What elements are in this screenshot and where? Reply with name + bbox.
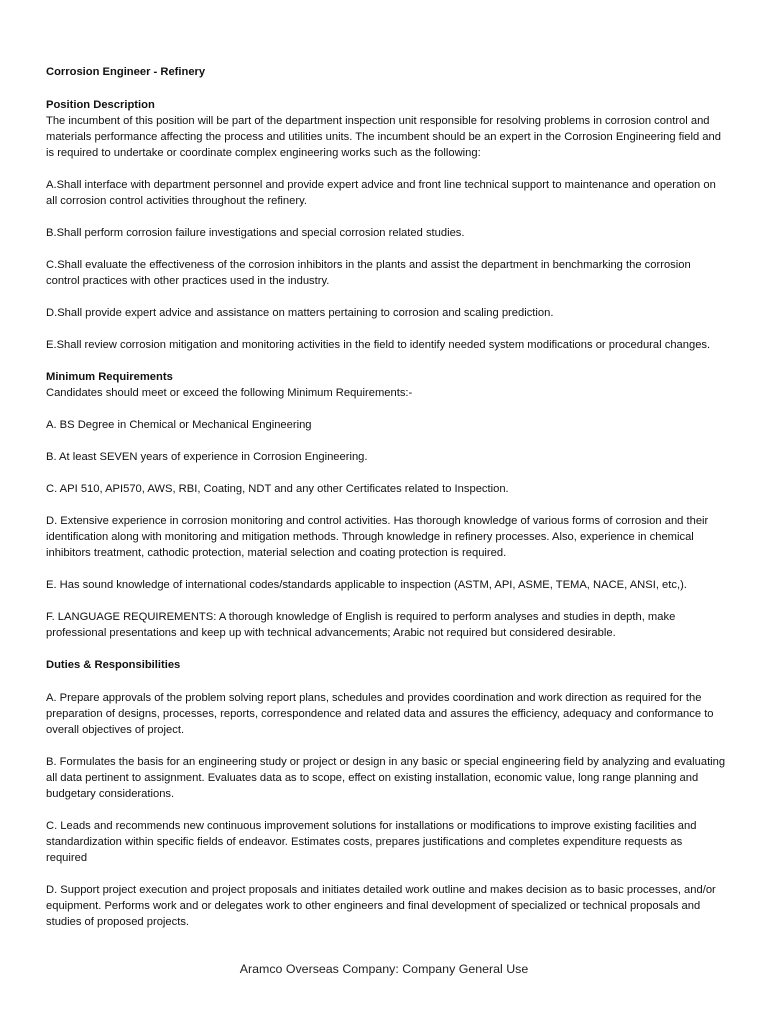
requirement-item-c: C. API 510, API570, AWS, RBI, Coating, NDT and any other Certificates related to Inspection.: [46, 483, 509, 495]
duty-item-b: B. Formulates the basis for an engineering study or project or design in any basic or special engineering field by analyzing and evaluating all data pertinent to assignment. Evaluates data as to scope, effect on existing installation, economic value, long range planning and budgetary considerations.: [46, 756, 726, 800]
position-item-c: C.Shall evaluate the effectiveness of the corrosion inhibitors in the plants and assist the department in benchmarking the corrosion control practices with other practices used in the industry.: [46, 259, 691, 287]
requirement-item-d: D. Extensive experience in corrosion monitoring and control activities. Has thorough knowledge of various forms of corrosion and their identification along with monitoring and mitigation methods. Through knowledge in refinery processes. Also, experience in chemical inhibitors treatment, cathodic protection, material selection and coating protection is required.: [46, 515, 709, 559]
position-description-intro: The incumbent of this position will be part of the department inspection unit responsible for resolving problems in corrosion control and materials performance affecting the process and utilities units. The incumbent should be an expert in the Corrosion Engineering field and is required to undertake or coordinate complex engineering works such as the following:: [46, 115, 721, 159]
position-item-d: D.Shall provide expert advice and assistance on matters pertaining to corrosion and scaling prediction.: [46, 307, 554, 319]
position-item-b: B.Shall perform corrosion failure investigations and special corrosion related studies.: [46, 227, 465, 239]
minimum-requirements-heading: Minimum Requirements: [46, 371, 173, 383]
page-footer: Aramco Overseas Company: Company General Use: [239, 962, 529, 976]
minimum-requirements-intro: Candidates should meet or exceed the following Minimum Requirements:-: [46, 387, 413, 399]
position-item-a: A.Shall interface with department personnel and provide expert advice and front line technical support to maintenance and operation on all corrosion control activities throughout the refinery.: [46, 179, 716, 207]
duty-item-c: C. Leads and recommends new continuous improvement solutions for installations or modifications to improve existing facilities and standardization within specific fields of endeavor. Estimates costs, prepares justifications and completes expenditure requests as required: [46, 820, 697, 864]
requirement-item-b: B. At least SEVEN years of experience in Corrosion Engineering.: [46, 451, 368, 463]
document-title: Corrosion Engineer - Refinery: [46, 66, 206, 78]
document-body: [46, 64, 726, 946]
position-item-e: E.Shall review corrosion mitigation and monitoring activities in the field to identify needed system modifications or procedural changes.: [46, 339, 711, 351]
requirement-item-e: E. Has sound knowledge of international codes/standards applicable to inspection (ASTM, API, ASME, TEMA, NACE, ANSI, etc,).: [46, 579, 687, 591]
position-description-heading: Position Description: [46, 99, 155, 111]
requirement-item-a: A. BS Degree in Chemical or Mechanical Engineering: [46, 419, 312, 431]
requirement-item-f: F. LANGUAGE REQUIREMENTS: A thorough knowledge of English is required to perform analyses and studies in depth, make professional presentations and keep up with technical advancements; Arabic not required but considered desirable.: [46, 611, 676, 639]
duty-item-d: D. Support project execution and project proposals and initiates detailed work outline and makes decision as to basic processes, and/or equipment. Performs work and or delegates work to other engineers and final development of specialized or technical proposals and studies of proposed projects.: [46, 884, 716, 928]
duty-item-a: A. Prepare approvals of the problem solving report plans, schedules and provides coordination and work direction as required for the preparation of designs, processes, reports, correspondence and related data and assures the efficiency, adequacy and conformance to overall objectives of project.: [46, 692, 714, 736]
duties-heading: Duties & Responsibilities: [46, 659, 181, 671]
